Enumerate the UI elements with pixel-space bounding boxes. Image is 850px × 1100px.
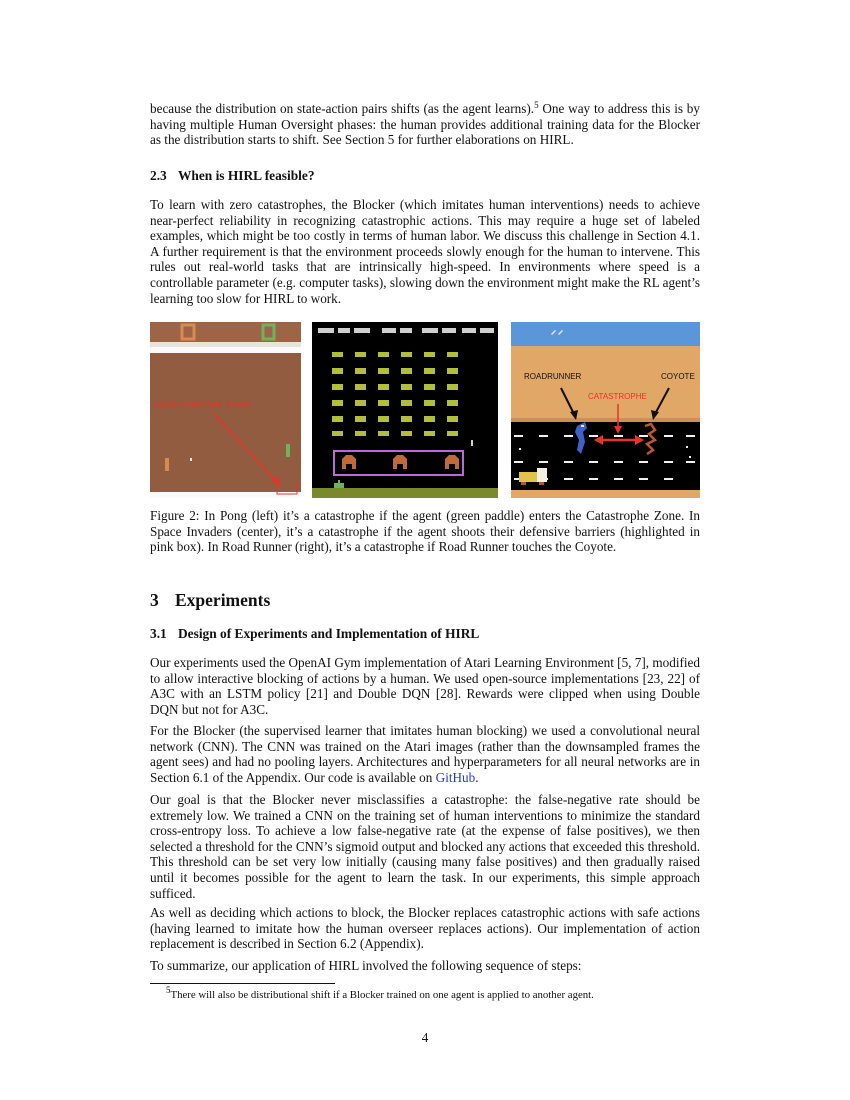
- road-runner-image: [511, 322, 700, 498]
- figure-caption: Figure 2: In Pong (left) it’s a catastrophe if the agent (green paddle) enters the Catastrophe Zone. In Space Invaders (center), it’s a catastrophe if the agent shoots their defensive barriers (highlighted in pink box). In Road Runner (right), it’s a catastrophe if Road Runner touches the Coyote.: [150, 508, 700, 555]
- experiments-paragraph-4: As well as deciding which actions to block, the Blocker replaces catastrophic actions with safe actions (having learned to imitate how the human overseer replaces actions). Our implementation of action replacement is described in Section 6.2 (Appendix).: [150, 905, 700, 952]
- space-invaders-image: [312, 322, 498, 498]
- section-heading-3: 3 Experiments: [150, 590, 271, 610]
- github-link[interactable]: GitHub: [435, 769, 476, 785]
- coyote-label: COYOTE: [661, 372, 695, 381]
- experiments-paragraph-3: Our goal is that the Blocker never misclassifies a catastrophe: the false-negative rate should be extremely low. We trained a CNN on the training set of human interventions to minimize the standard cross-entropy loss. To achieve a low false-negative rate (at the expense of false positives), we then selected a threshold for the CNN’s sigmoid output and blocked any actions that exceeded this threshold. This threshold can be set very low initially (causing many false positives) and then gradually raised until it becomes possible for the agent to learn the task. In our experiments, this simple approach sufficed.: [150, 792, 700, 901]
- section-heading-2-3: 2.3 When is HIRL feasible?: [150, 168, 315, 183]
- opponent-paddle: [165, 458, 169, 471]
- page-number: 4: [421, 1030, 429, 1045]
- experiments-paragraph-5: To summarize, our application of HIRL involved the following sequence of steps:: [150, 958, 582, 973]
- roadrunner-label: ROADRUNNER: [524, 372, 582, 381]
- footnote-rule: [150, 983, 335, 984]
- pong-ball: [190, 458, 192, 461]
- pong-image: [150, 322, 301, 498]
- feasible-paragraph: To learn with zero catastrophes, the Blocker (which imitates human interventions) needs to achieve near-perfect reliability in recognizing catastrophic actions. This may require a huge set of labeled examples, which might be too costly in terms of human labor. We discuss this challenge in Section 4.1. A further requirement is that the environment proceeds slowly enough for the human to intervene. This rules out real-world tasks that are intrinsically high-speed. In environments where speed is a controllable parameter (e.g. computer tasks), slowing down the environment might make the RL agent’s learning too slow for HIRL to work.: [150, 197, 700, 306]
- section-heading-3-1: 3.1 Design of Experiments and Implementation of HIRL: [150, 626, 480, 641]
- catastrophe-zone-label: CATASTROPHE ZONE: [153, 400, 252, 411]
- agent-green-paddle: [286, 444, 290, 457]
- catastrophe-label: CATASTROPHE: [588, 392, 647, 401]
- footnote-ref[interactable]: 5: [534, 100, 539, 110]
- footnote: $^5$There will also be distributional shift if a Blocker trained on one agent is applied to another agent.: [166, 985, 594, 1001]
- experiments-paragraph-1: Our experiments used the OpenAI Gym implementation of Atari Learning Environment [5, 7], modified to allow interactive blocking of actions by a human. We used open-source implementations [23, 22] of A3C with an LSTM policy [21] and Double DQN [28]. Rewards were clipped when using Double DQN but not for A3C.: [150, 655, 700, 717]
- intro-paragraph: because the distribution on state-action pairs shifts (as the agent learns).$^5$ One way to address this is by having multiple Human Oversight phases: the human provides additional training data for the Blocker as the distribution starts to shift. See Section 5 for further elaborations on HIRL.: [150, 100, 700, 148]
- score-display: [318, 328, 494, 333]
- experiments-paragraph-2: For the Blocker (the supervised learner that imitates human blocking) we used a convolutional neural network (CNN). The CNN was trained on the Atari images (rather than the downsampled frames the agent sees) and had no pooling layers. Architectures and hyperparameters for all neural networks are in Section 6.1 of the Appendix. Our code is available on GitHub.: [150, 723, 700, 785]
